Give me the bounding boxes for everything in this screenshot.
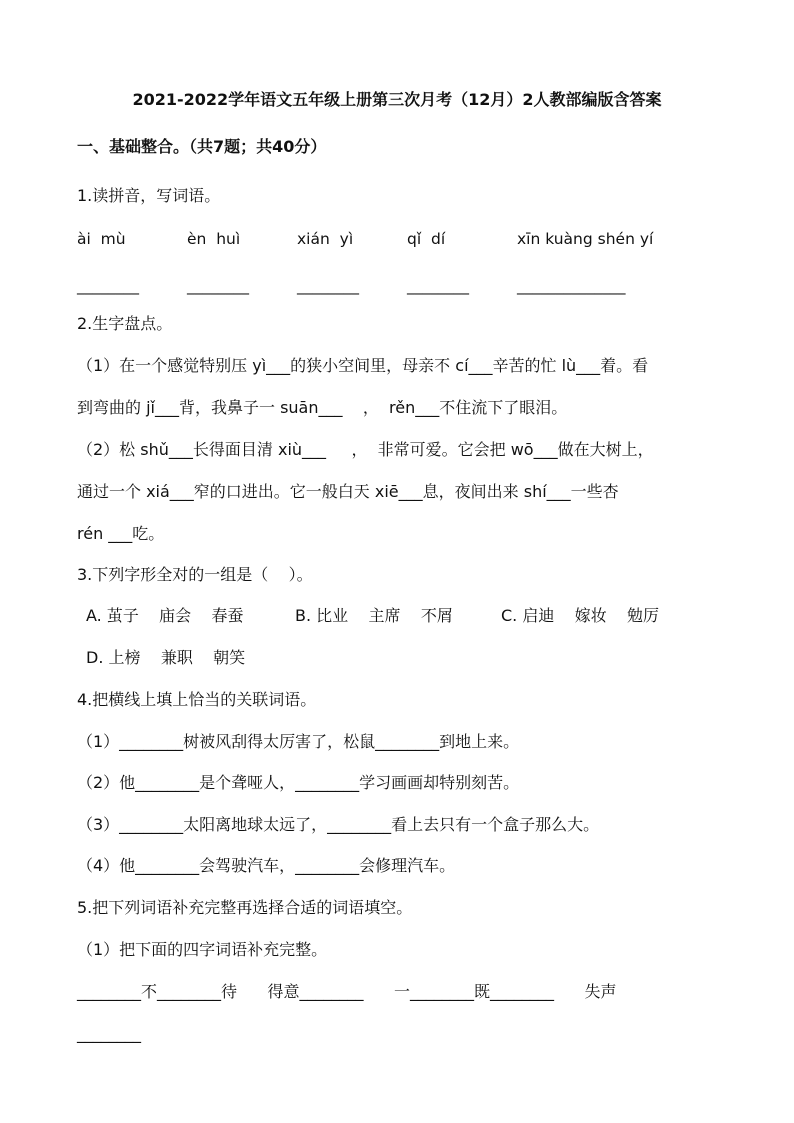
pinyin-5: xīn kuàng shén yí bbox=[517, 230, 654, 248]
pinyin-row bbox=[0, 229, 794, 251]
question-5-words-line1: ________不________待 得意________ 一________既________ 失声 bbox=[77, 982, 617, 1001]
question-5-sub1: （1）把下面的四字词语补充完整。 bbox=[77, 940, 328, 959]
question-4-item-1: （1）________树被风刮得太厉害了，松鼠________到地上来。 bbox=[77, 732, 520, 751]
answer-blank-row bbox=[0, 276, 794, 298]
pinyin-4: qǐ dí bbox=[407, 230, 446, 248]
pinyin-2: èn huì bbox=[187, 230, 241, 248]
question-4-item-3: （3）________太阳离地球太远了，________看上去只有一个盒子那么大。 bbox=[77, 815, 600, 834]
question-3-stem: 3.下列字形全对的一组是（ ）。 bbox=[77, 565, 313, 584]
option-d[interactable]: D. 上榜 兼职 朝笑 bbox=[86, 648, 246, 667]
question-2-part2-line1: （2）松 shǔ___长得面目清 xiù___ ， 非常可爱。它会把 wō___做在大树上， bbox=[77, 440, 654, 459]
section-heading: 一、基础整合。（共7题；共40分） bbox=[77, 137, 327, 156]
answer-blank-3[interactable]: ________ bbox=[297, 277, 359, 295]
pinyin-1: ài mù bbox=[77, 230, 126, 248]
question-5-stem: 5.把下列词语补充完整再选择合适的词语填空。 bbox=[77, 898, 413, 917]
question-2-part2-line2: 通过一个 xiá___窄的口进出。它一般白天 xiē___息，夜间出来 shí___一些杏 bbox=[77, 482, 619, 501]
option-c[interactable]: C. 启迪 嫁妆 勉厉 bbox=[501, 606, 660, 625]
question-4-item-4: （4）他________会驾驶汽车，________会修理汽车。 bbox=[77, 856, 456, 875]
question-2-part1-line2: 到弯曲的 jǐ___背，我鼻子一 suān___ ， rěn___不住流下了眼泪。 bbox=[77, 398, 568, 417]
answer-blank-1[interactable]: ________ bbox=[77, 277, 139, 295]
question-2-stem: 2.生字盘点。 bbox=[77, 314, 173, 333]
question-2-part1-line1: （1）在一个感觉特别压 yì___的狭小空间里，母亲不 cí___辛苦的忙 lù___着。看 bbox=[77, 356, 649, 375]
pinyin-3: xián yì bbox=[297, 230, 354, 248]
answer-blank-2[interactable]: ________ bbox=[187, 277, 249, 295]
question-4-stem: 4.把横线上填上恰当的关联词语。 bbox=[77, 690, 317, 709]
question-1-stem: 1.读拼音，写词语。 bbox=[77, 186, 221, 205]
answer-blank-4[interactable]: ________ bbox=[407, 277, 469, 295]
document-title: 2021-2022学年语文五年级上册第三次月考（12月）2人教部编版含答案 bbox=[132, 90, 662, 109]
question-2-part2-line3: rén ___吃。 bbox=[77, 524, 165, 543]
answer-blank-5[interactable]: ______________ bbox=[517, 277, 626, 295]
question-4-item-2: （2）他________是个聋哑人，________学习画画却特别刻苦。 bbox=[77, 773, 520, 792]
option-a[interactable]: A. 茧子 庙会 春蚕 bbox=[86, 606, 244, 625]
question-5-words-line2: ________ bbox=[77, 1024, 141, 1043]
option-b[interactable]: B. 比业 主席 不屑 bbox=[295, 606, 453, 625]
